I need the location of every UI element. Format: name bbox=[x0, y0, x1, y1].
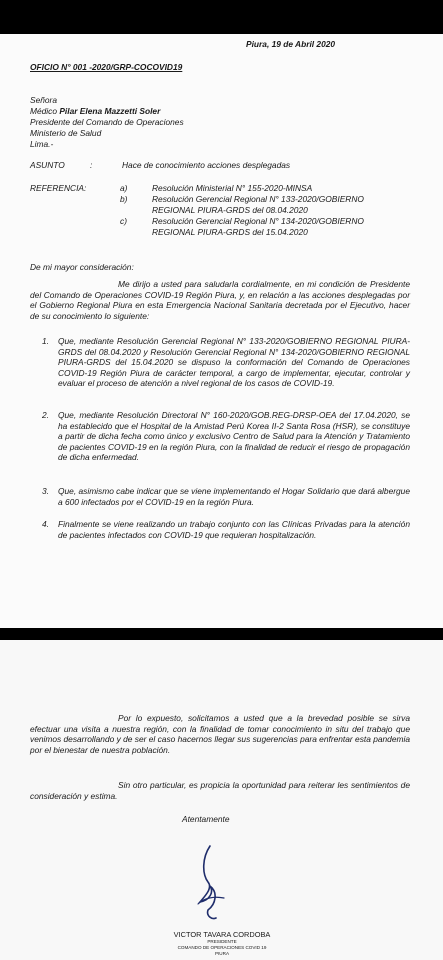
point-3-number: 3. bbox=[42, 486, 49, 496]
intro-paragraph: Me dirijo a usted para saludarla cordialmente, en mi condición de Presidente del Comando de Operaciones COVID-19 Región Piura, y, en relación a las acciones desplegadas por el Gobierno Regional Piura en esta Emergencia Nacional Sanitaria decretada por el Ejecutivo, hacer de su conocimiento lo siguiente: bbox=[30, 279, 410, 321]
asunto-colon: : bbox=[90, 160, 93, 170]
recipient-name: Pilar Elena Mazzetti Soler bbox=[59, 106, 161, 116]
closing-request-paragraph: Por lo expuesto, solicitamos a usted que a la brevedad posible se sirva efectuar una visita a nuestra región, con la finalidad de tomar conocimiento in situ del trabajo que venimos desarrollando y de ser el caso hacernos llegar sus sugerencias para enfrentar esta pandemia por el bienestar de nuestra población. bbox=[30, 713, 410, 755]
referencia-label: REFERENCIA: bbox=[30, 183, 87, 193]
signer-title: PRESIDENTE bbox=[207, 939, 237, 944]
letter-page-2 bbox=[0, 640, 443, 960]
closing-regards-paragraph: Sin otro particular, es propicia la oportunidad para reiterar les sentimientos de consideración y estima. bbox=[30, 780, 410, 801]
atentamente: Atentamente bbox=[182, 814, 230, 824]
asunto-label: ASUNTO bbox=[30, 160, 65, 170]
ref-a-letter: a) bbox=[120, 183, 128, 193]
recipient-city: Lima.- bbox=[30, 139, 54, 149]
ref-a-line1: Resolución Ministerial N° 155-2020-MINSA bbox=[152, 183, 313, 193]
recipient-ministry: Ministerio de Salud bbox=[30, 128, 102, 138]
greeting: De mi mayor consideración: bbox=[30, 262, 134, 272]
asunto-text: Hace de conocimiento acciones desplegadas bbox=[122, 160, 291, 170]
ref-b-line2: REGIONAL PIURA-GRDS del 08.04.2020 bbox=[152, 205, 308, 215]
handwritten-signature bbox=[180, 838, 250, 928]
recipient-title: Presidente del Comando de Operaciones bbox=[30, 117, 184, 127]
point-2-text: Que, mediante Resolución Directoral N° 160-2020/GOB.REG-DRSP-OEA del 17.04.2020, se ha establecido que el Hospital de la Amistad Perú Korea II-2 Santa Rosa (HSR), se constituye a partir de dicha fecha como único y exclusivo Centro de Salud para la Atención y Tratamiento de pacientes COVID-19 en la región Piura, con la finalidad de reducir el riesgo de propagación de dicha enfermedad. bbox=[58, 410, 410, 463]
ref-c-letter: c) bbox=[120, 216, 127, 226]
recipient-name-line bbox=[30, 106, 160, 117]
recipient-prefix: Médico bbox=[30, 106, 57, 116]
point-1-number: 1. bbox=[42, 336, 49, 346]
point-3-text: Que, asimismo cabe indicar que se viene implementando el Hogar Solidario que dará albergue a 600 infectados por el COVID-19 en la región Piura. bbox=[58, 486, 410, 507]
signer-organization: COMANDO DE OPERACIONES COVID 19 bbox=[177, 945, 267, 950]
point-4-text: Finalmente se viene realizando un trabajo conjunto con las Clínicas Privadas para la atención de pacientes infectados con COVID-19 que requieran hospitalización. bbox=[58, 519, 410, 540]
signer-location: PIURA bbox=[214, 951, 230, 956]
letter-date: Piura, 19 de Abril 2020 bbox=[246, 39, 336, 49]
signer-name: VICTOR TAVARA CORDOBA bbox=[173, 930, 271, 939]
ref-b-letter: b) bbox=[120, 194, 128, 204]
point-4-number: 4. bbox=[42, 519, 49, 529]
oficio-number: OFICIO N° 001 -2020/GRP-COCOVID19 bbox=[30, 62, 183, 72]
ref-c-line2: REGIONAL PIURA-GRDS del 15.04.2020 bbox=[152, 227, 308, 237]
letter-page-1 bbox=[0, 34, 443, 628]
point-1-text: Que, mediante Resolución Gerencial Regional N° 133-2020/GOBIERNO REGIONAL PIURA-GRDS del 08.04.2020 y Resolución Gerencial Regional N° 134-2020/GOBIERNO REGIONAL PIURA-GRDS del 15.04.2020 se dispuso la conformación del Comando de Operaciones COVID-19 Región Piura de carácter temporal, a cargo de implementar, ejecutar, controlar y evaluar el proceso de atención a nivel regional de los casos de COVID-19. bbox=[58, 336, 410, 389]
point-2-number: 2. bbox=[42, 410, 49, 420]
ref-b-line1: Resolución Gerencial Regional N° 133-2020/GOBIERNO bbox=[152, 194, 364, 204]
recipient-salutation: Señora bbox=[30, 95, 58, 105]
ref-c-line1: Resolución Gerencial Regional N° 134-2020/GOBIERNO bbox=[152, 216, 364, 226]
